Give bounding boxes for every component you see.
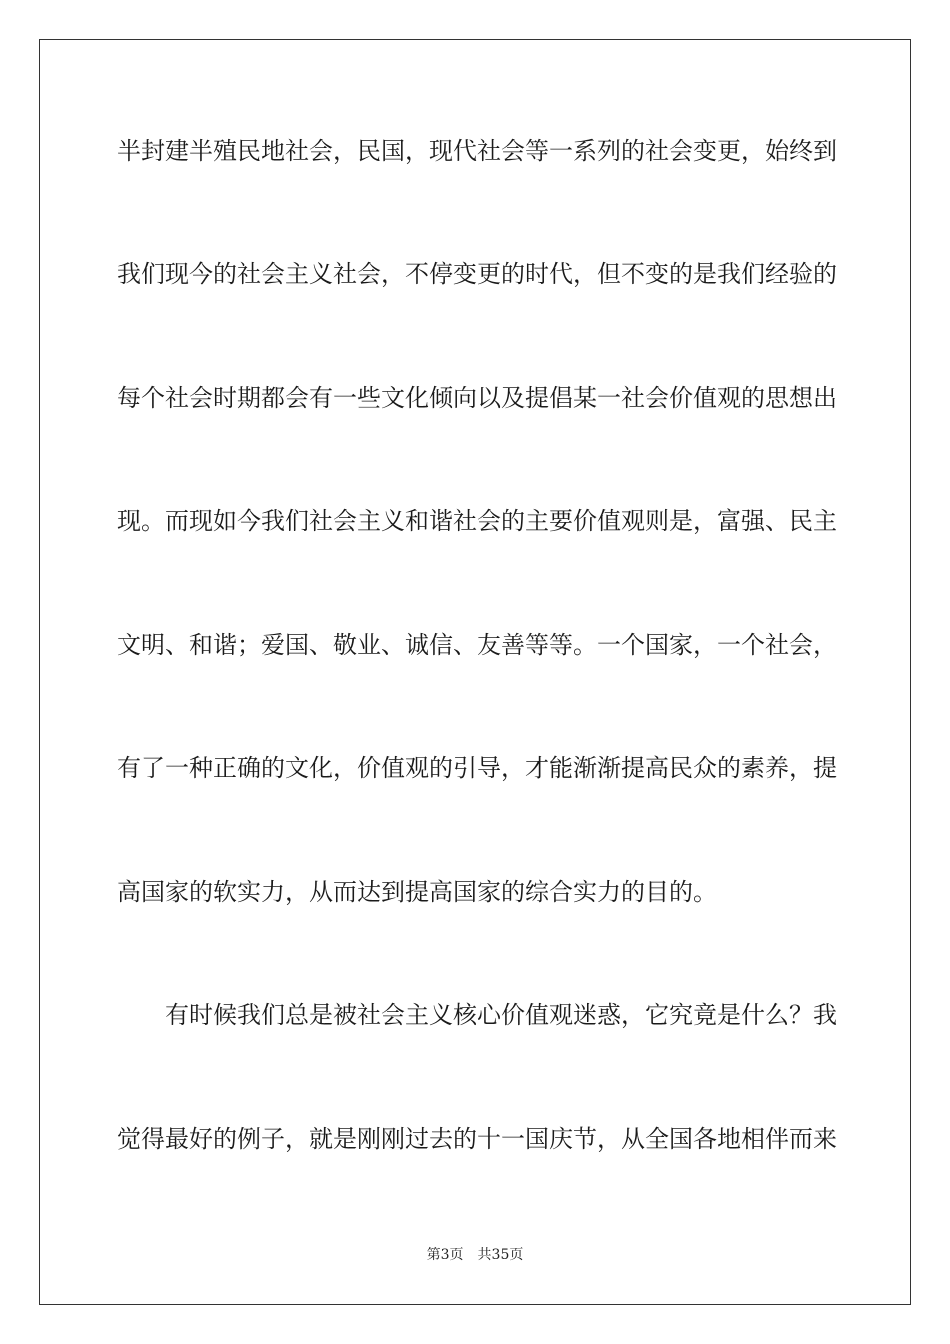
page-border [39,39,911,1305]
paragraph-line: 有时候我们总是被社会主义核心价值观迷惑，它究竟是什么？我 [165,1001,837,1029]
paragraph-line: 觉得最好的例子，就是刚刚过去的十一国庆节，从全国各地相伴而来 [117,1125,837,1153]
paragraph-line: 我们现今的社会主义社会，不停变更的时代，但不变的是我们经验的 [117,260,837,288]
paragraph-line: 有了一种正确的文化，价值观的引导，才能渐渐提高民众的素养，提 [117,754,837,782]
page-number: 第3页 [426,1247,464,1263]
paragraph-line: 高国家的软实力，从而达到提高国家的综合实力的目的。 [117,878,717,906]
paragraph-line: 文明、和谐；爱国、敬业、诚信、友善等等。一个国家，一个社会， [117,631,837,659]
page-total: 共35页 [477,1247,524,1263]
page-footer [0,1246,950,1264]
paragraph-line: 每个社会时期都会有一些文化倾向以及提倡某一社会价值观的思想出 [117,384,837,412]
paragraph-line: 现。而现如今我们社会主义和谐社会的主要价值观则是，富强、民主 [117,507,837,535]
paragraph-line: 半封建半殖民地社会，民国，现代社会等一系列的社会变更，始终到 [117,137,837,165]
